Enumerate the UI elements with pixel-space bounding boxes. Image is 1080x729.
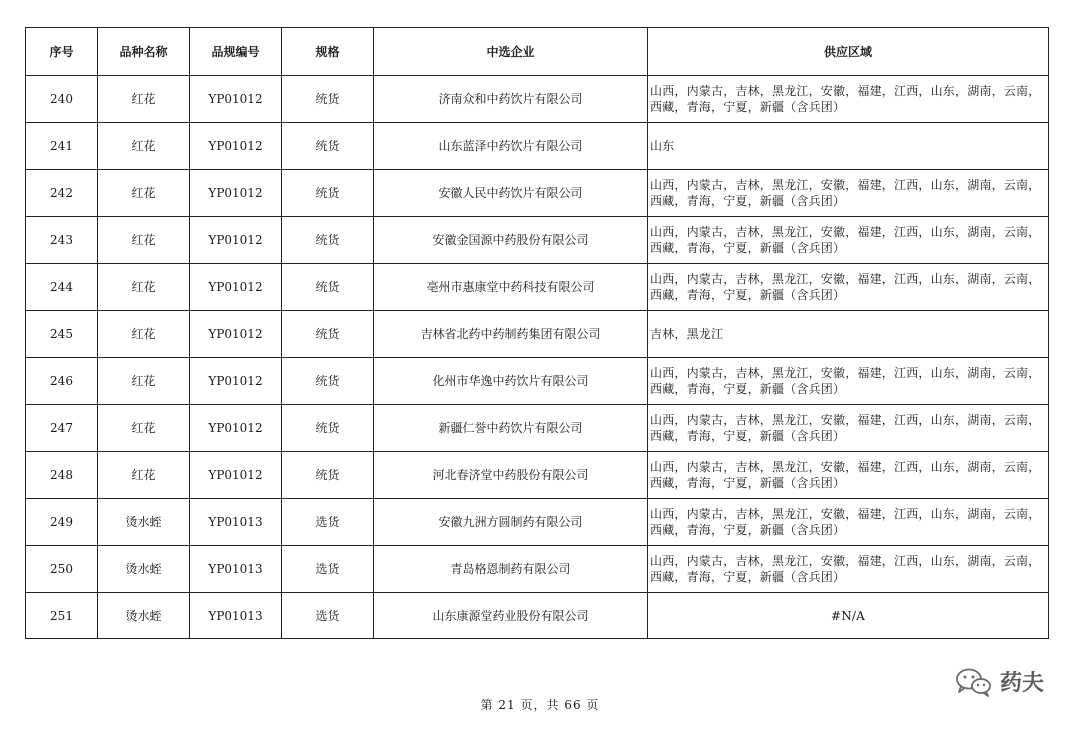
cell-company: 济南众和中药饮片有限公司 bbox=[374, 76, 648, 123]
cell-spec-code: YP01012 bbox=[190, 217, 282, 264]
cell-variety-name: 红花 bbox=[98, 264, 190, 311]
cell-variety-name: 烫水蛭 bbox=[98, 499, 190, 546]
cell-region: 山西，内蒙古，吉林，黑龙江，安徽，福建，江西，山东，湖南，云南，西藏，青海，宁夏，新疆（含兵团） bbox=[648, 358, 1049, 405]
cell-specification: 统货 bbox=[282, 358, 374, 405]
cell-variety-name: 烫水蛭 bbox=[98, 593, 190, 639]
table-row bbox=[26, 264, 1049, 311]
cell-spec-code: YP01012 bbox=[190, 170, 282, 217]
cell-spec-code: YP01012 bbox=[190, 358, 282, 405]
header-selected-company: 中选企业 bbox=[374, 28, 648, 76]
cell-region: 山西，内蒙古，吉林，黑龙江，安徽，福建，江西，山东，湖南，云南，西藏，青海，宁夏，新疆（含兵团） bbox=[648, 217, 1049, 264]
table-row bbox=[26, 123, 1049, 170]
cell-specification: 统货 bbox=[282, 405, 374, 452]
table-row bbox=[26, 546, 1049, 593]
table-row bbox=[26, 405, 1049, 452]
cell-spec-code: YP01012 bbox=[190, 452, 282, 499]
cell-company: 山东康源堂药业股份有限公司 bbox=[374, 593, 648, 639]
header-serial: 序号 bbox=[26, 28, 98, 76]
cell-specification: 统货 bbox=[282, 452, 374, 499]
cell-region: 山西，内蒙古，吉林，黑龙江，安徽，福建，江西，山东，湖南，云南，西藏，青海，宁夏，新疆（含兵团） bbox=[648, 405, 1049, 452]
header-supply-region: 供应区域 bbox=[648, 28, 1049, 76]
cell-company: 吉林省北药中药制药集团有限公司 bbox=[374, 311, 648, 358]
table-header-row bbox=[26, 28, 1049, 76]
cell-company: 化州市华逸中药饮片有限公司 bbox=[374, 358, 648, 405]
cell-region: #N/A bbox=[648, 593, 1049, 639]
cell-region: 山西，内蒙古，吉林，黑龙江，安徽，福建，江西，山东，湖南，云南，西藏，青海，宁夏，新疆（含兵团） bbox=[648, 76, 1049, 123]
cell-region: 吉林，黑龙江 bbox=[648, 311, 1049, 358]
header-spec-code: 品规编号 bbox=[190, 28, 282, 76]
cell-specification: 统货 bbox=[282, 217, 374, 264]
table-row bbox=[26, 76, 1049, 123]
cell-company: 山东蓝泽中药饮片有限公司 bbox=[374, 123, 648, 170]
cell-spec-code: YP01013 bbox=[190, 546, 282, 593]
cell-serial: 250 bbox=[26, 546, 98, 593]
cell-serial: 246 bbox=[26, 358, 98, 405]
cell-variety-name: 红花 bbox=[98, 217, 190, 264]
cell-variety-name: 红花 bbox=[98, 405, 190, 452]
cell-specification: 统货 bbox=[282, 170, 374, 217]
cell-region: 山西，内蒙古，吉林，黑龙江，安徽，福建，江西，山东，湖南，云南，西藏，青海，宁夏，新疆（含兵团） bbox=[648, 264, 1049, 311]
table-row bbox=[26, 358, 1049, 405]
cell-specification: 选货 bbox=[282, 593, 374, 639]
cell-serial: 251 bbox=[26, 593, 98, 639]
cell-specification: 选货 bbox=[282, 546, 374, 593]
cell-spec-code: YP01012 bbox=[190, 76, 282, 123]
cell-spec-code: YP01012 bbox=[190, 123, 282, 170]
cell-spec-code: YP01013 bbox=[190, 593, 282, 639]
cell-serial: 249 bbox=[26, 499, 98, 546]
cell-serial: 245 bbox=[26, 311, 98, 358]
watermark bbox=[954, 666, 1044, 697]
cell-spec-code: YP01013 bbox=[190, 499, 282, 546]
cell-company: 安徽九洲方圆制药有限公司 bbox=[374, 499, 648, 546]
cell-spec-code: YP01012 bbox=[190, 264, 282, 311]
cell-variety-name: 红花 bbox=[98, 123, 190, 170]
cell-serial: 243 bbox=[26, 217, 98, 264]
cell-serial: 242 bbox=[26, 170, 98, 217]
table-row bbox=[26, 593, 1049, 639]
cell-serial: 241 bbox=[26, 123, 98, 170]
cell-specification: 统货 bbox=[282, 76, 374, 123]
header-variety-name: 品种名称 bbox=[98, 28, 190, 76]
page-footer: 第 21 页，共 66 页 bbox=[480, 698, 600, 712]
cell-variety-name: 红花 bbox=[98, 76, 190, 123]
cell-variety-name: 红花 bbox=[98, 452, 190, 499]
cell-company: 新疆仁誉中药饮片有限公司 bbox=[374, 405, 648, 452]
table-row bbox=[26, 217, 1049, 264]
table-row bbox=[26, 170, 1049, 217]
cell-region: 山东 bbox=[648, 123, 1049, 170]
cell-variety-name: 红花 bbox=[98, 358, 190, 405]
procurement-table bbox=[25, 27, 1049, 639]
cell-variety-name: 红花 bbox=[98, 170, 190, 217]
cell-specification: 统货 bbox=[282, 264, 374, 311]
header-specification: 规格 bbox=[282, 28, 374, 76]
cell-specification: 统货 bbox=[282, 123, 374, 170]
cell-serial: 240 bbox=[26, 76, 98, 123]
table-row bbox=[26, 311, 1049, 358]
cell-spec-code: YP01012 bbox=[190, 311, 282, 358]
cell-company: 安徽金国源中药股份有限公司 bbox=[374, 217, 648, 264]
cell-company: 亳州市惠康堂中药科技有限公司 bbox=[374, 264, 648, 311]
cell-specification: 选货 bbox=[282, 499, 374, 546]
watermark-text: 药夫 bbox=[999, 671, 1044, 696]
cell-serial: 248 bbox=[26, 452, 98, 499]
cell-serial: 247 bbox=[26, 405, 98, 452]
wechat-icon bbox=[954, 667, 994, 697]
table-row bbox=[26, 452, 1049, 499]
cell-variety-name: 红花 bbox=[98, 311, 190, 358]
cell-region: 山西，内蒙古，吉林，黑龙江，安徽，福建，江西，山东，湖南，云南，西藏，青海，宁夏，新疆（含兵团） bbox=[648, 170, 1049, 217]
cell-company: 河北春济堂中药股份有限公司 bbox=[374, 452, 648, 499]
cell-region: 山西，内蒙古，吉林，黑龙江，安徽，福建，江西，山东，湖南，云南，西藏，青海，宁夏，新疆（含兵团） bbox=[648, 546, 1049, 593]
cell-serial: 244 bbox=[26, 264, 98, 311]
cell-region: 山西，内蒙古，吉林，黑龙江，安徽，福建，江西，山东，湖南，云南，西藏，青海，宁夏，新疆（含兵团） bbox=[648, 452, 1049, 499]
cell-spec-code: YP01012 bbox=[190, 405, 282, 452]
cell-specification: 统货 bbox=[282, 311, 374, 358]
cell-company: 青岛格恩制药有限公司 bbox=[374, 546, 648, 593]
cell-company: 安徽人民中药饮片有限公司 bbox=[374, 170, 648, 217]
table-row bbox=[26, 499, 1049, 546]
cell-variety-name: 烫水蛭 bbox=[98, 546, 190, 593]
cell-region: 山西，内蒙古，吉林，黑龙江，安徽，福建，江西，山东，湖南，云南，西藏，青海，宁夏，新疆（含兵团） bbox=[648, 499, 1049, 546]
